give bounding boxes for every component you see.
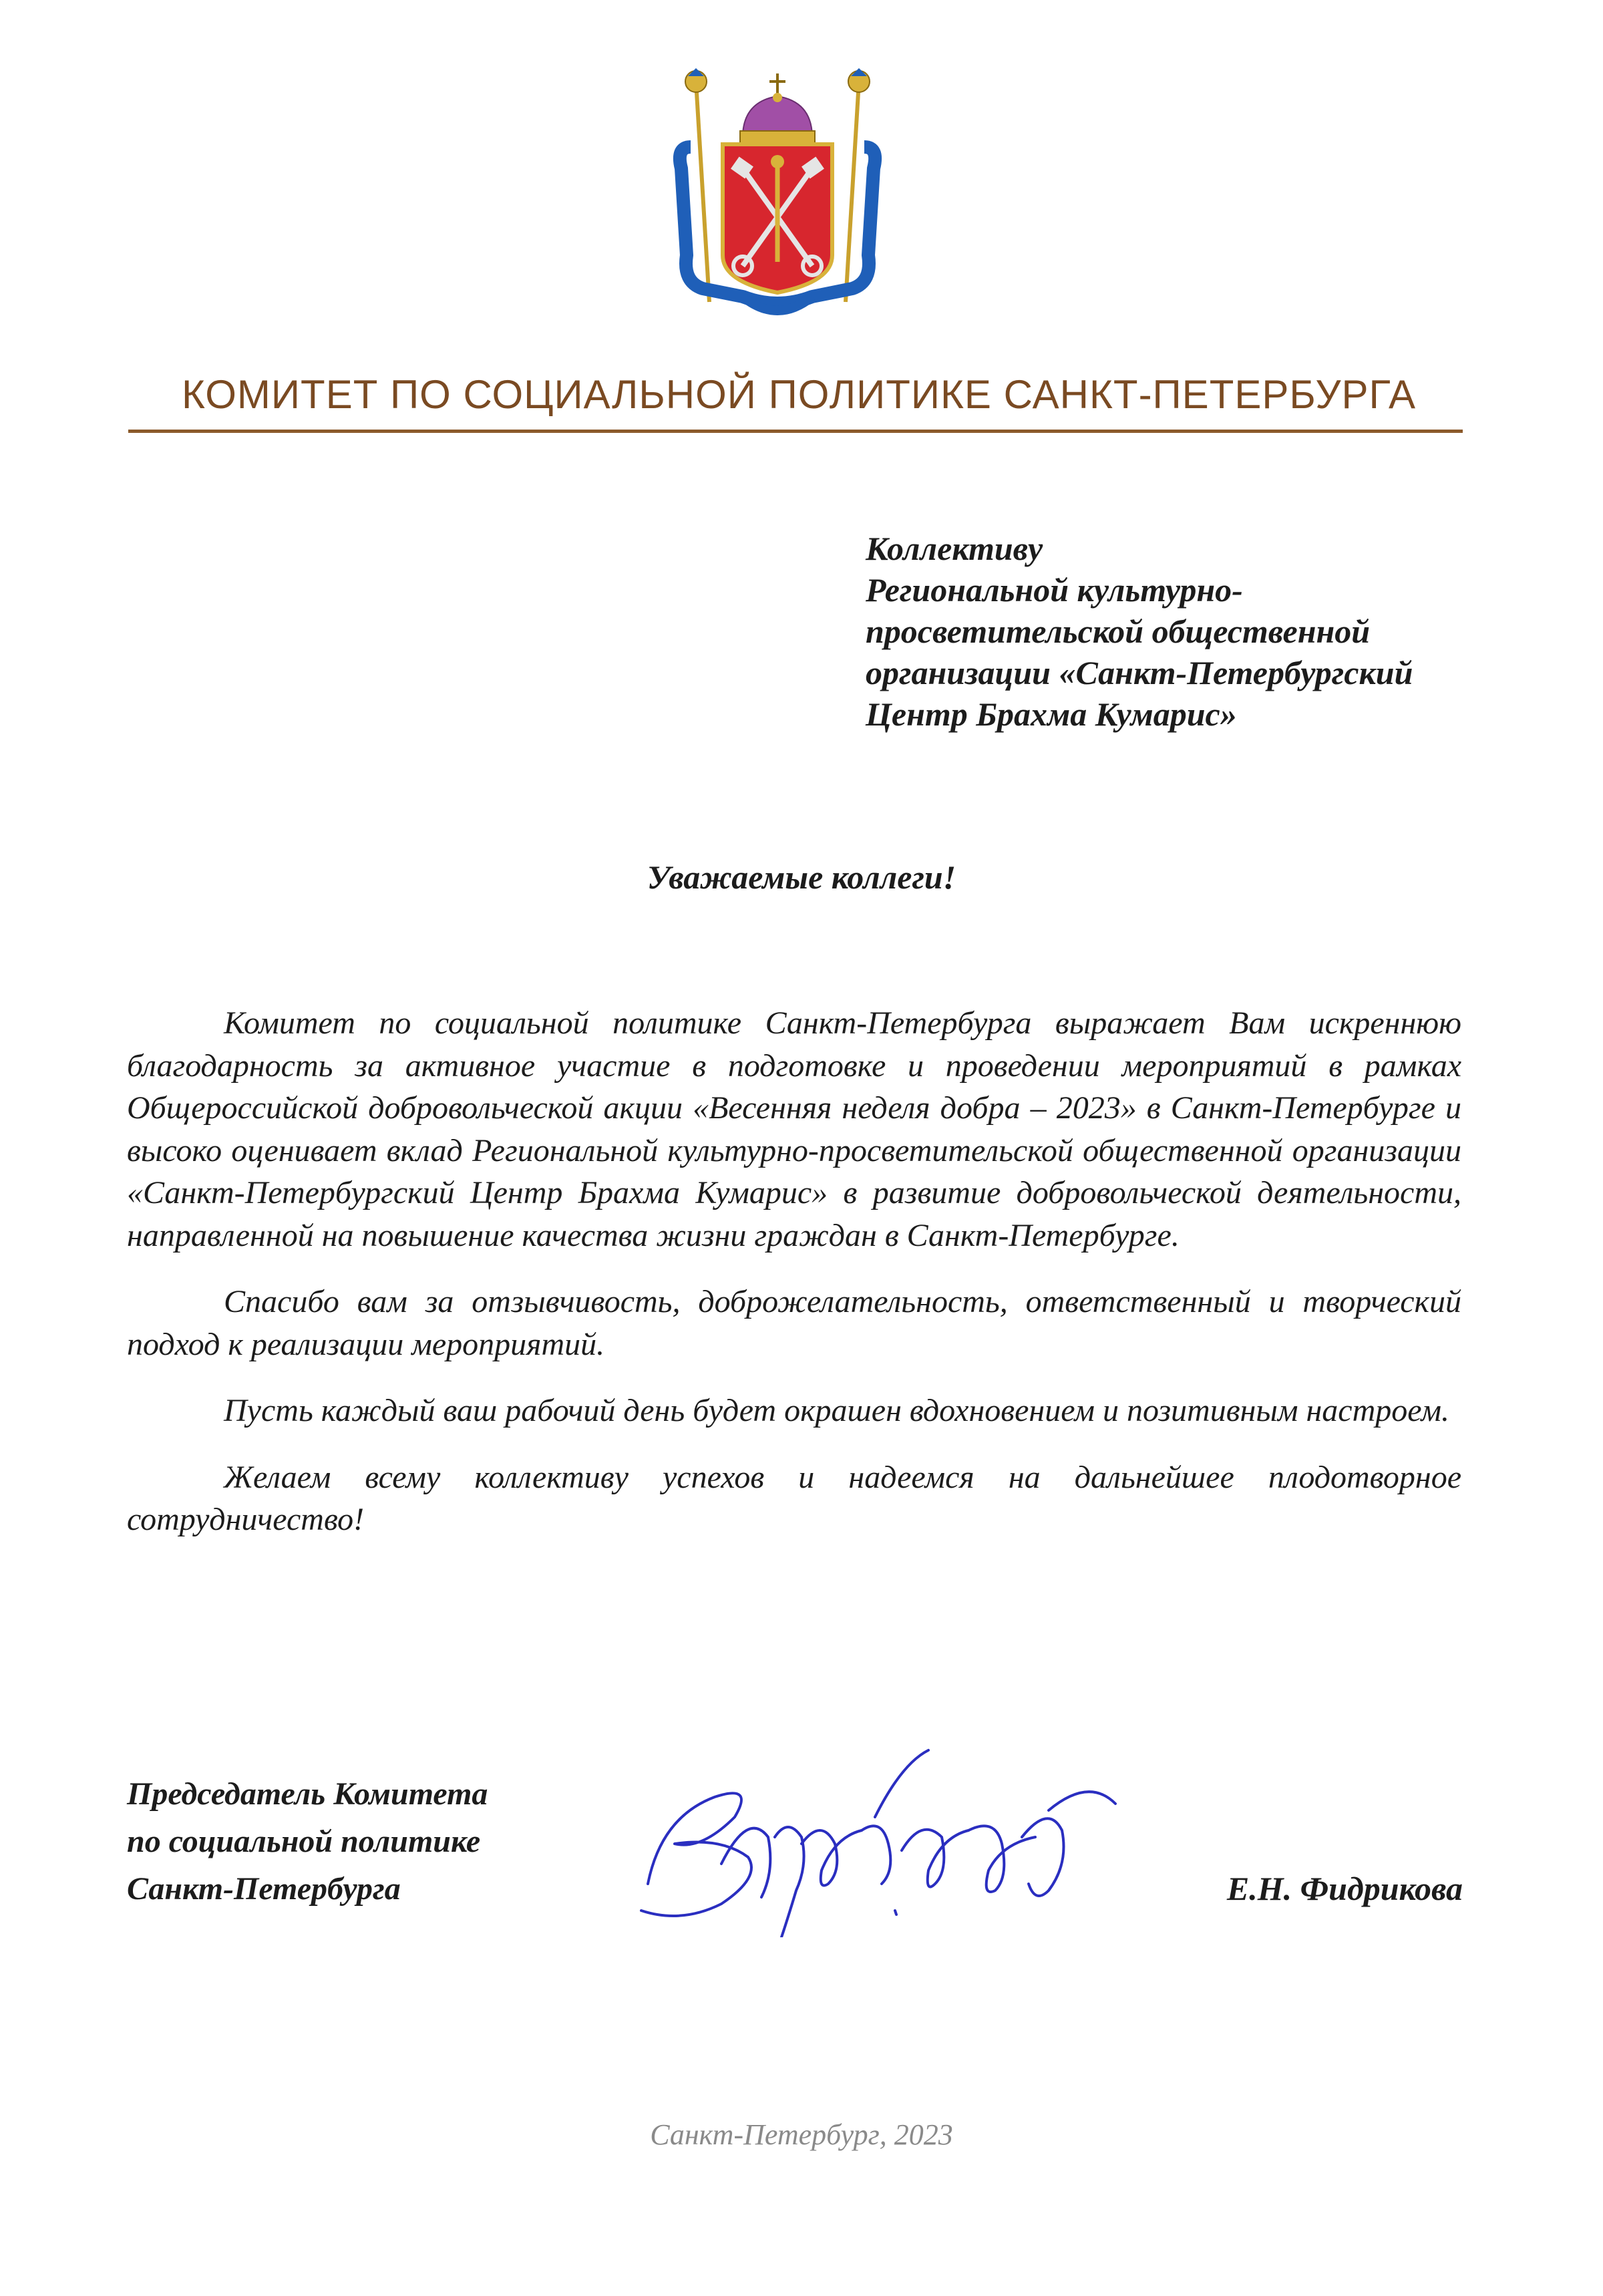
greeting: Уважаемые коллеги! [647, 858, 956, 896]
signatory-title-line: Председатель Комитета [127, 1776, 488, 1812]
addressee-line: Коллективу [866, 530, 1043, 567]
addressee-block [866, 528, 1507, 735]
signatory-title-line: Санкт-Петербурга [127, 1871, 401, 1907]
addressee-line: Региональной культурно- [866, 571, 1243, 609]
committee-heading: КОМИТЕТ ПО СОЦИАЛЬНОЙ ПОЛИТИКЕ САНКТ-ПЕТЕРБУРГА [181, 372, 1417, 417]
addressee-line: просветительской общественной [866, 613, 1371, 650]
saint-petersburg-coat-of-arms-icon [669, 61, 886, 325]
handwritten-signature-icon [621, 1737, 1142, 1937]
letter-body [127, 1002, 1461, 1565]
addressee-line: организации «Санкт-Петербургский [866, 654, 1413, 691]
body-paragraph: Спасибо вам за отзывчивость, доброжелательность, ответственный и творческий подход к реализации мероприятий. [127, 1284, 1461, 1362]
body-paragraph: Желаем всему коллективу успехов и надеемся на дальнейшее плодотворное сотрудничество! [127, 1459, 1461, 1537]
body-paragraph: Комитет по социальной политике Санкт-Петербурга выражает Вам искреннюю благодарность за активное участие в подготовке и проведении мероприятий в рамках Общероссийской добровольческой акции «Весенняя неделя добра – 2023» в Санкт-Петербурге и высоко оценивает вклад Региональной культурно-просветительской общественной организации «Санкт-Петербургский Центр Брахма Кумарис» в развитие добровольческой деятельности, направленной на повышение качества жизни граждан в Санкт-Петербурге. [127, 1005, 1461, 1253]
header-divider [128, 430, 1463, 433]
footer-place-year: Санкт-Петербург, 2023 [650, 2118, 953, 2151]
signatory-title-line: по социальной политике [127, 1824, 481, 1859]
signatory-title [127, 1770, 661, 1913]
signer-name: Е.Н. Фидрикова [1226, 1870, 1463, 1907]
body-paragraph: Пусть каждый ваш рабочий день будет окрашен вдохновением и позитивным настроем. [224, 1393, 1450, 1428]
addressee-line: Центр Брахма Кумарис» [866, 695, 1237, 733]
